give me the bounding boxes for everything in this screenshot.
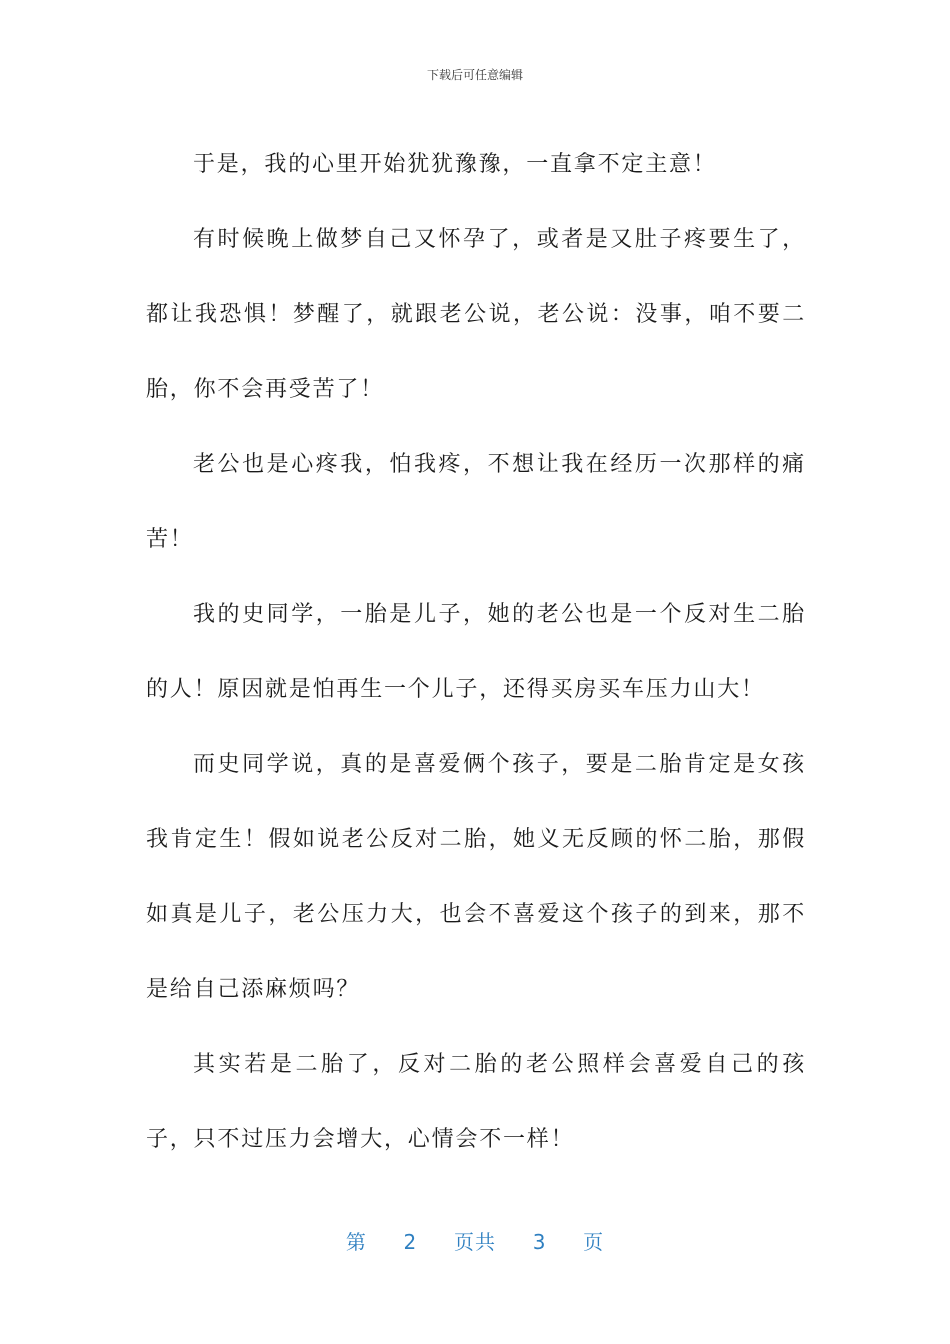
paragraph-3: 老公也是心疼我，怕我疼，不想让我在经历一次那样的痛苦！ bbox=[146, 452, 806, 552]
footer-prefix: 第 bbox=[345, 1230, 367, 1254]
paragraph-2: 有时候晚上做梦自己又怀孕了，或者是又肚子疼要生了，都让我恐惧！梦醒了，就跟老公说，老公说：没事，咱不要二胎，你不会再受苦了！ bbox=[146, 227, 806, 402]
paragraph-4: 我的史同学，一胎是儿子，她的老公也是一个反对生二胎的人！原因就是怕再生一个儿子，还得买房买车压力山大！ bbox=[146, 602, 806, 702]
document-body bbox=[146, 127, 806, 1177]
current-page-number: 2 bbox=[403, 1230, 418, 1254]
page-number-footer bbox=[0, 1226, 950, 1255]
paragraph-5: 而史同学说，真的是喜爱俩个孩子，要是二胎肯定是女孩我肯定生！假如说老公反对二胎，她义无反顾的怀二胎，那假如真是儿子，老公压力大，也会不喜爱这个孩子的到来，那不是给自己添麻烦吗？ bbox=[146, 752, 806, 1002]
footer-middle: 页共 bbox=[454, 1230, 496, 1254]
paragraph-6: 其实若是二胎了，反对二胎的老公照样会喜爱自己的孩子，只不过压力会增大，心情会不一样！ bbox=[146, 1052, 806, 1152]
footer-suffix: 页 bbox=[583, 1230, 605, 1254]
total-pages-number: 3 bbox=[532, 1230, 547, 1254]
page-header-note: 下载后可任意编辑 bbox=[426, 68, 523, 82]
paragraph-1: 于是，我的心里开始犹犹豫豫，一直拿不定主意！ bbox=[193, 152, 717, 177]
